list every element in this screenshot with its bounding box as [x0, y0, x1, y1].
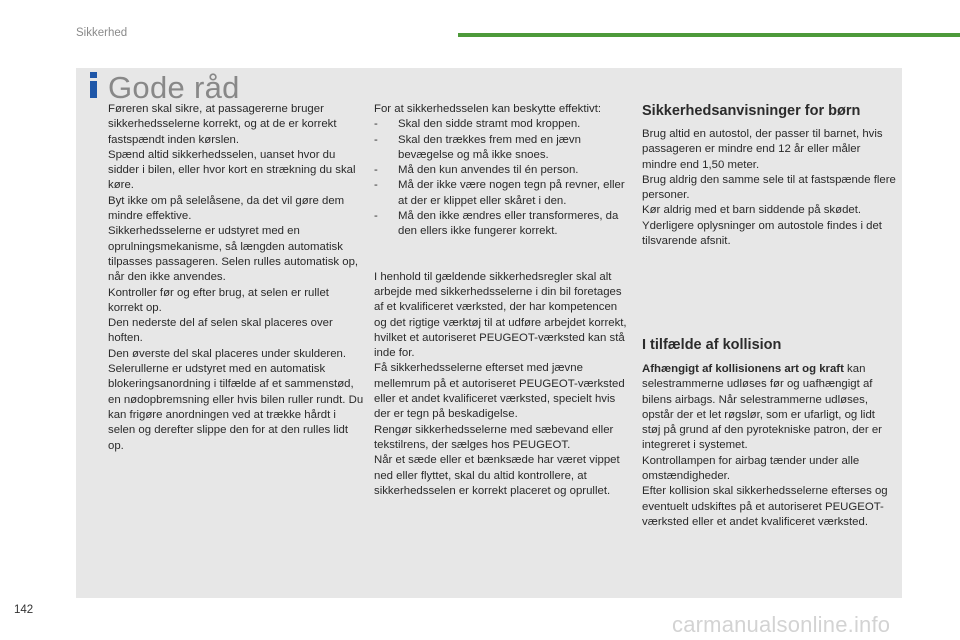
- paragraph: [642, 362, 896, 454]
- info-icon: [86, 72, 100, 98]
- paragraph: Brug aldrig den samme sele til at fastspænde flere personer.: [642, 173, 896, 202]
- list-item: - Må den kun anvendes til én person.: [374, 163, 632, 178]
- paragraph: Efter kollision skal sikkerhedsselerne efterses og eventuelt udskiftes på et autoriseret PEUGEOT-værksted eller et andet kvalificeret værksted.: [642, 485, 888, 528]
- bold-lead: Afhængigt af kollisionens art og kraft: [642, 363, 844, 375]
- children-heading: Sikkerhedsanvisninger for børn: [642, 103, 861, 119]
- requirements-list: [374, 117, 632, 239]
- paragraph: Den øverste del skal placeres under skulderen.: [108, 347, 347, 360]
- paragraph: Få sikkerhedsselerne efterset med jævne mellemrum på et autoriseret PEUGEOT-værksted eller et andet kvalificeret værksted, specielt hvis der er tegn på beskadigelse.: [374, 362, 625, 421]
- paragraph: I henhold til gældende sikkerhedsregler skal alt arbejde med sikkerhedsselerne i din bil foretages af et kvalificeret værksted, der har kompetencen og det rigtige værktøj til at udføre arbejdet korrekt, hvilket et autoriseret PEUGEOT-værksted kan stå inde for.: [374, 270, 627, 360]
- paragraph-rest: kan selestrammerne udløses før og uafhængigt af bilens airbags. Når selestrammerne udløses, opstår der et let røgslør, som er ufarligt, og lidt støj på grund af den pyrotekniske patron, der er integreret i systemet.: [642, 363, 882, 452]
- paragraph: Brug altid en autostol, der passer til barnet, hvis passageren er mindre end 12 år eller måler mindre end 1,50 meter.: [642, 128, 883, 171]
- list-intro: For at sikkerhedsselen kan beskytte effektivt:: [374, 103, 602, 115]
- paragraph: Kør aldrig med et barn siddende på skødet.: [642, 204, 862, 217]
- paragraph: Selerullerne er udstyret med en automatisk blokeringsanordning i tilfælde af et sammenstød, en nødopbremsning eller hvis bilen ruller rundt. Du kan frigøre anordningen ved at trække hårdt i selen og derefter slippe den for at den rulles lidt op.: [108, 363, 364, 452]
- watermark: carmanualsonline.info: [672, 612, 891, 637]
- column-3-children: [642, 127, 896, 249]
- paragraph: Rengør sikkerhedsselerne med sæbevand eller tekstilrens, der sælges hos PEUGEOT.: [374, 423, 614, 451]
- paragraph: Kontrollampen for airbag tænder under alle omstændigheder.: [642, 454, 860, 483]
- paragraph: Når et sæde eller et bænksæde har været vippet ned eller flyttet, skal du altid kontrollere, at sikkerhedsselen er korrekt placeret og oprullet.: [374, 454, 620, 497]
- paragraph: Yderligere oplysninger om autostole findes i det tilsvarende afsnit.: [642, 219, 882, 248]
- panel-title: Gode råd: [108, 70, 240, 105]
- paragraph: Føreren skal sikre, at passagererne bruger sikkerhedsselerne korrekt, og at de er korrekt fastspændt inden kørslen.: [108, 103, 337, 146]
- list-item: - Skal den sidde stramt mod kroppen.: [374, 117, 632, 132]
- page-number: 142: [14, 604, 34, 616]
- paragraph: Kontroller før og efter brug, at selen er rullet korrekt op.: [108, 286, 329, 314]
- collision-heading: I tilfælde af kollision: [642, 337, 782, 353]
- paragraph: Spænd altid sikkerhedsselen, uanset hvor du sidder i bilen, eller hvor kort en strækning du skal køre.: [108, 148, 356, 192]
- paragraph: Den nederste del af selen skal placeres over hoften.: [108, 317, 333, 345]
- column-3-collision: [642, 362, 896, 530]
- header-rule: [458, 33, 960, 37]
- list-item: - Må den ikke ændres eller transformeres, da den ellers ikke fungerer korrekt.: [374, 209, 632, 240]
- column-1: [108, 102, 366, 454]
- paragraph: Sikkerhedsselerne er udstyret med en oprulningsmekanisme, så længden automatisk tilpasses passageren. Selen rulles automatisk op, når den ikke anvendes.: [108, 225, 359, 284]
- paragraph: Byt ikke om på selelåsene, da det vil gøre dem mindre effektive.: [108, 194, 345, 223]
- section-title: Sikkerhed: [76, 27, 128, 39]
- list-item: - Må der ikke være nogen tegn på revner, eller at der er klippet eller skåret i den.: [374, 178, 632, 209]
- column-2: [374, 102, 632, 499]
- list-item: - Skal den trækkes frem med en jævn bevægelse og må ikke snoes.: [374, 133, 632, 164]
